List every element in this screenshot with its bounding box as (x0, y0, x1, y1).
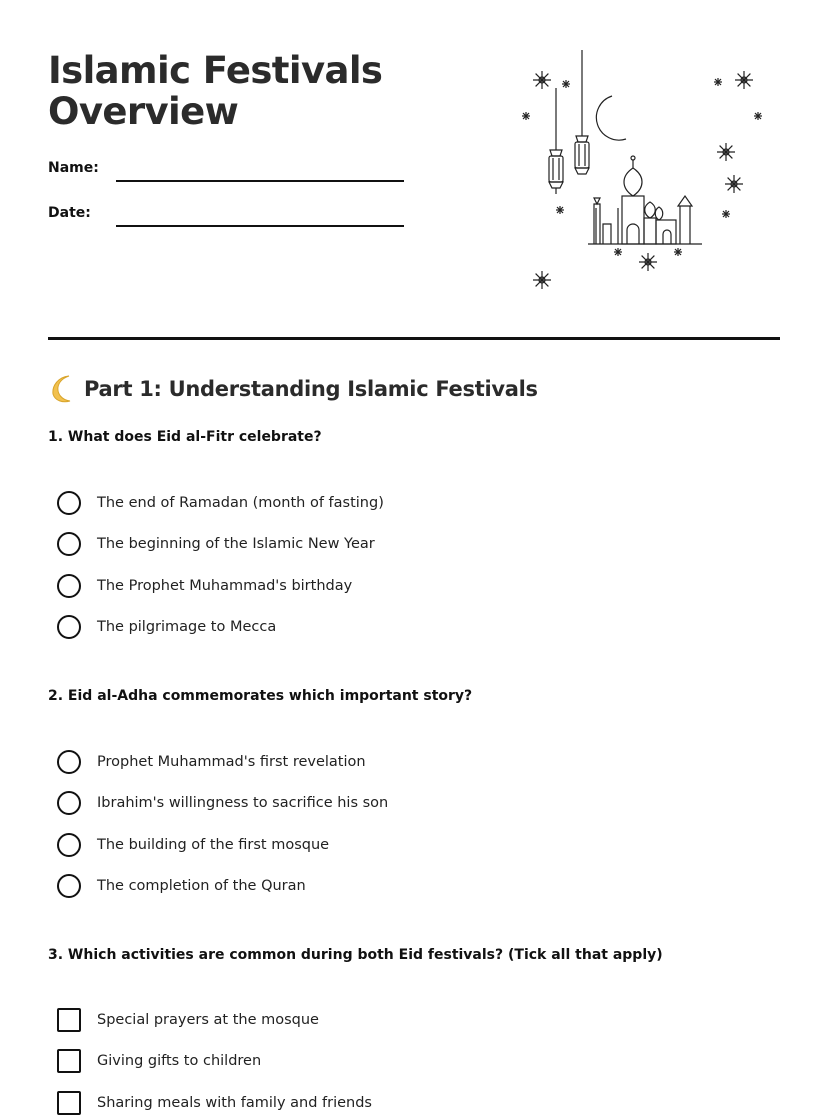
radio-button[interactable] (57, 574, 81, 598)
radio-button[interactable] (57, 532, 81, 556)
question-2: 2. Eid al-Adha commemorates which important story? (48, 688, 473, 704)
section-divider (48, 337, 780, 340)
radio-button[interactable] (57, 874, 81, 898)
question-3: 3. Which activities are common during both Eid festivals? (Tick all that apply) (48, 947, 663, 963)
option-label: The building of the first mosque (97, 837, 330, 853)
option-label: The completion of the Quran (97, 878, 306, 894)
q2-option-2[interactable] (57, 790, 388, 816)
option-label: The pilgrimage to Mecca (97, 619, 277, 635)
q3-option-1[interactable] (57, 1007, 319, 1033)
option-label: The end of Ramadan (month of fasting) (97, 495, 384, 511)
radio-button[interactable] (57, 615, 81, 639)
option-label: Prophet Muhammad's first revelation (97, 754, 366, 770)
radio-button[interactable] (57, 491, 81, 515)
name-field[interactable] (116, 180, 404, 182)
q2-option-1[interactable] (57, 749, 366, 775)
crescent-moon-icon (48, 374, 78, 404)
q1-option-2[interactable] (57, 531, 375, 557)
part-1-title: Part 1: Understanding Islamic Festivals (84, 377, 538, 401)
checkbox[interactable] (57, 1091, 81, 1115)
option-label: Ibrahim's willingness to sacrifice his son (97, 795, 389, 811)
q2-option-4[interactable] (57, 873, 306, 899)
date-field[interactable] (116, 225, 404, 227)
mosque-icon (588, 156, 702, 244)
part-1-heading (48, 374, 538, 404)
page-title (48, 50, 448, 132)
date-label: Date: (48, 205, 91, 221)
option-label: The beginning of the Islamic New Year (97, 536, 375, 552)
q1-option-4[interactable] (57, 614, 276, 640)
option-label: Sharing meals with family and friends (97, 1095, 372, 1111)
checkbox[interactable] (57, 1008, 81, 1032)
radio-button[interactable] (57, 791, 81, 815)
q1-option-1[interactable] (57, 490, 384, 516)
question-1: 1. What does Eid al-Fitr celebrate? (48, 429, 322, 445)
option-label: Giving gifts to children (97, 1053, 262, 1069)
name-label: Name: (48, 160, 99, 176)
lantern-icon (549, 88, 563, 194)
radio-button[interactable] (57, 833, 81, 857)
title-line-1: Islamic Festivals (48, 49, 383, 92)
title-line-2: Overview (48, 90, 239, 133)
crescent-moon-icon (596, 96, 626, 140)
q3-option-3[interactable] (57, 1090, 372, 1116)
option-label: Special prayers at the mosque (97, 1012, 319, 1028)
lantern-icon (575, 50, 589, 174)
checkbox[interactable] (57, 1049, 81, 1073)
q1-option-3[interactable] (57, 573, 352, 599)
radio-button[interactable] (57, 750, 81, 774)
option-label: The Prophet Muhammad's birthday (97, 578, 353, 594)
q2-option-3[interactable] (57, 832, 329, 858)
mosque-lantern-illustration (518, 48, 768, 303)
q3-option-2[interactable] (57, 1048, 261, 1074)
